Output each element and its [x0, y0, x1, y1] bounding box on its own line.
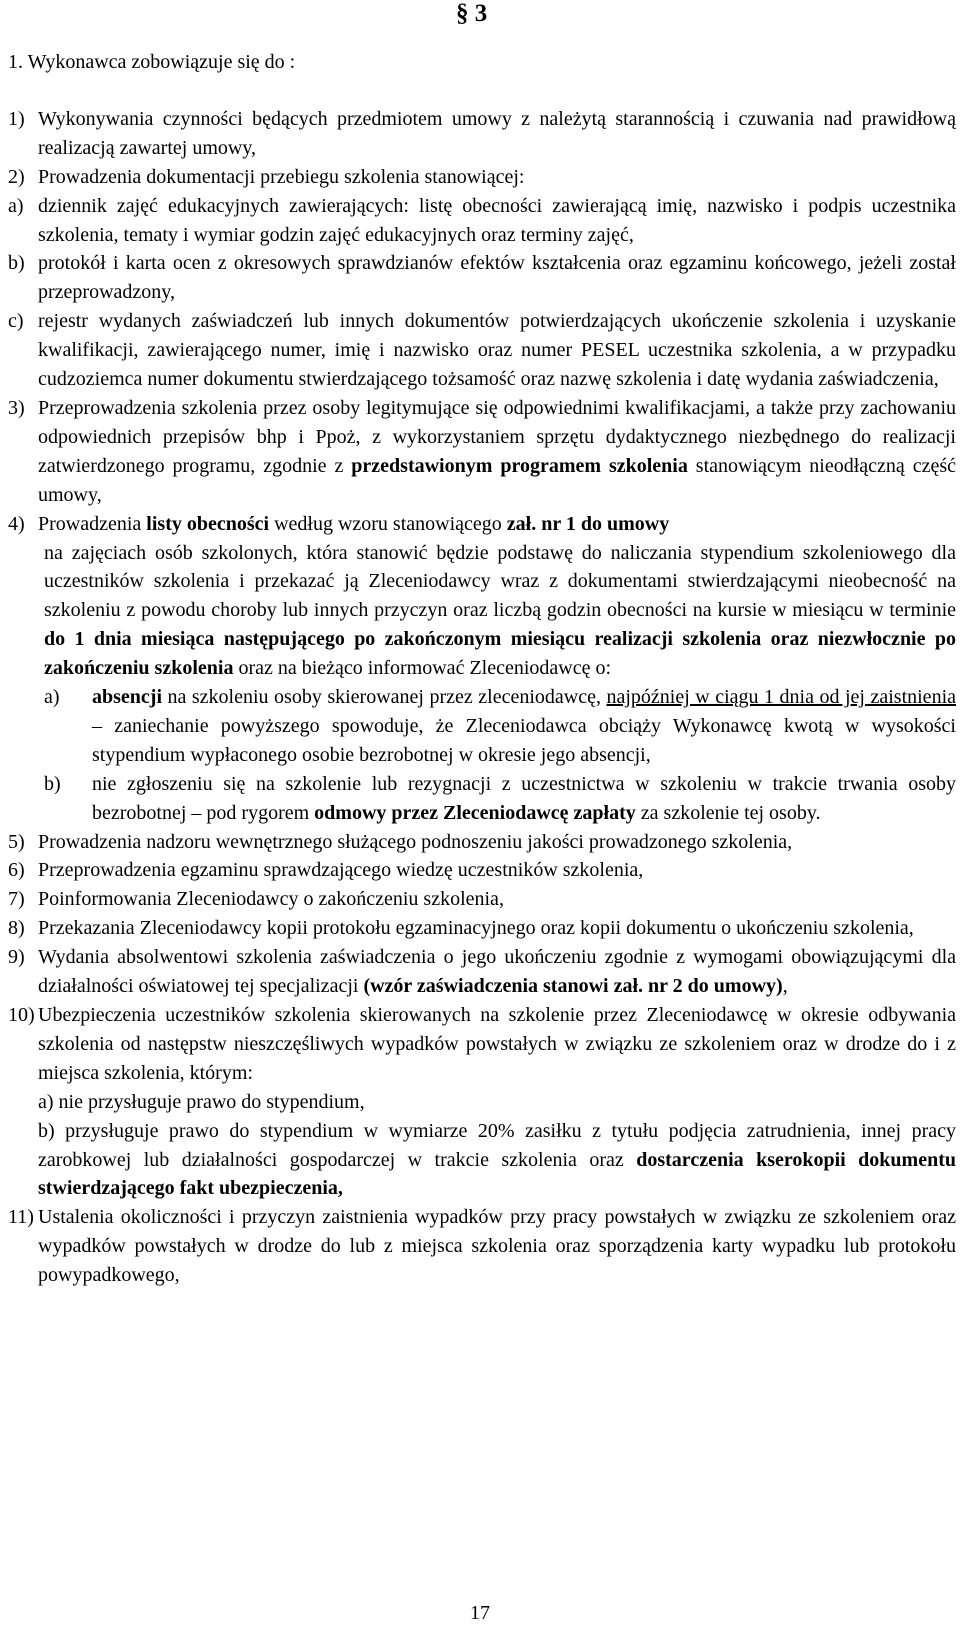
item-text: Przeprowadzenia egzaminu sprawdzającego wiedzę uczestników szkolenia,	[38, 859, 644, 882]
page-number: 17	[470, 1602, 490, 1624]
sub-item-2b	[8, 249, 956, 307]
list-item-8	[8, 914, 956, 943]
list-item-9	[8, 943, 956, 1001]
list-item-2	[8, 163, 956, 192]
item-text: oraz na bieżąco informować Zleceniodawcę o:	[233, 657, 612, 680]
item-text: na szkoleniu osoby skierowanej przez zleceniodawcę,	[162, 686, 607, 709]
item-text: Wydania absolwentowi szkolenia zaświadczenia o jego ukończeniu zgodnie z wymogami obowiązującymi dla działalności oświatowej tej specjalizacji	[38, 946, 956, 998]
item-text: b) przysługuje prawo do stypendium w wymiarze 20% zasiłku z tytułu podjęcia zatrudnienia, innej pracy zarobkowej lub działalności gospodarczej w trakcie szkolenia oraz	[38, 1119, 956, 1171]
item-emphasis: odmowy przez Zleceniodawcę zapłaty	[314, 801, 636, 824]
item-emphasis: przedstawionym programem szkolenia	[351, 454, 688, 477]
item-text: Prowadzenia dokumentacji przebiegu szkolenia stanowiącej:	[38, 165, 525, 188]
item-text: na zajęciach osób szkolonych, która stanowić będzie podstawę do naliczania stypendium szkoleniowego dla uczestników szkolenia i przekazać ją Zleceniodawcy wraz z dokumentami stwierdzającymi nieobecność na szkoleniu z powodu choroby lub innych przyczyn oraz liczbą godzin obecności na kursie w miesiącu w terminie	[44, 541, 956, 622]
item-number: 9)	[8, 946, 25, 969]
item-text: stanowiącym nieodłączną część umowy,	[38, 454, 956, 506]
list-item-5	[8, 828, 956, 857]
list-item-1	[8, 105, 956, 163]
item-number: b)	[44, 772, 61, 795]
item-text: Prowadzenia	[38, 512, 147, 535]
item-number: 2)	[8, 165, 25, 188]
item-emphasis: zał. nr 1 do umowy	[506, 512, 670, 535]
item-text: dziennik zajęć edukacyjnych zawierających: listę obecności zawierającą imię, nazwisko i podpis uczestnika szkolenia, tematy i wymiar godzin zajęć edukacyjnych oraz terminy zajęć,	[38, 194, 956, 246]
item-number: 6)	[8, 859, 25, 882]
item-number: a)	[8, 194, 24, 217]
document-body	[8, 48, 956, 1290]
list-item-4	[8, 510, 956, 828]
list-item-7	[8, 885, 956, 914]
item-number: 7)	[8, 888, 25, 911]
item-text: Przeprowadzenia szkolenia przez osoby legitymujące się odpowiednimi kwalifikacjami, a także przy zachowaniu odpowiednich przepisów bhp i Ppoż, z wykorzystaniem sprzętu dydaktycznego niezbędnego do realizacji zatwierdzonego programu, zgodnie z	[38, 396, 956, 477]
item-emphasis: absencji	[92, 686, 162, 709]
sub-item-10a: a) nie przysługuje prawo do stypendium,	[38, 1090, 365, 1113]
sub-item-2c	[8, 307, 956, 394]
intro-paragraph: 1. Wykonawca zobowiązuje się do :	[8, 51, 296, 73]
item-number: b)	[8, 252, 25, 275]
item-text: Poinformowania Zleceniodawcy o zakończeniu szkolenia,	[38, 888, 504, 911]
item-number: 1)	[8, 107, 25, 130]
item-number: 11)	[8, 1206, 34, 1229]
item-text: Ubezpieczenia uczestników szkolenia skierowanych na szkolenie przez Zleceniodawcę w okresie odbywania szkolenia od następstw nieszczęśliwych wypadków powstałych w związku ze szkoleniem oraz w drodze do i z miejsca szkolenia, którym:	[38, 1004, 956, 1084]
item-emphasis: (wzór zaświadczenia stanowi zał. nr 2 do umowy)	[363, 975, 783, 998]
item-text: za szkolenie tej osoby.	[635, 801, 821, 824]
item-text: Wykonywania czynności będących przedmiotem umowy z należytą starannością i czuwania nad prawidłową realizacją zawartej umowy,	[38, 107, 956, 159]
list-item-6	[8, 856, 956, 885]
item-emphasis: do 1 dnia miesiąca następującego po zakończonym miesiącu realizacji szkolenia oraz niezwłocznie po zakończeniu szkolenia	[44, 628, 956, 680]
item-text: według wzoru stanowiącego	[269, 512, 507, 535]
item-number: a)	[44, 686, 60, 709]
sub-item-2a	[8, 192, 956, 250]
section-heading: § 3	[456, 0, 488, 27]
item-number: 5)	[8, 830, 25, 853]
list-item-10	[8, 1001, 956, 1203]
item-text: rejestr wydanych zaświadczeń lub innych dokumentów potwierdzających ukończenie szkolenia i uzyskanie kwalifikacji, zawierającego numer, imię i nazwisko oraz numer PESEL uczestnika szkolenia, a w przypadku cudzoziemca numer dokumentu stwierdzającego tożsamość oraz nazwę szkolenia i datę wydania zaświadczenia,	[38, 310, 956, 391]
item-text: ,	[782, 975, 788, 998]
item-number: c)	[8, 310, 24, 333]
item-number: 8)	[8, 917, 25, 940]
item-number: 4)	[8, 512, 25, 535]
item-text: Przekazania Zleceniodawcy kopii protokołu egzaminacyjnego oraz kopii dokumentu o ukończeniu szkolenia,	[38, 917, 914, 940]
item-number: 10)	[8, 1004, 35, 1026]
item-continuation	[8, 539, 956, 684]
sub-item-10b	[38, 1117, 956, 1204]
item-number: 3)	[8, 396, 25, 419]
item-text: Ustalenia okoliczności i przyczyn zaistnienia wypadków przy pracy powstałych w związku ze szkoleniem oraz wypadków powstałych w drodze do lub z miejsca szkolenia oraz sporządzenia karty wypadku lub protokołu powypadkowego,	[38, 1206, 956, 1287]
item-emphasis: listy obecności	[146, 512, 270, 535]
sub-item-4b	[8, 770, 956, 828]
item-text: nie zgłoszeniu się na szkolenie lub rezygnacji z uczestnictwa w szkoleniu w trakcie trwania osoby bezrobotnej – pod rygorem	[92, 772, 956, 824]
item-text: – zaniechanie powyższego spowoduje, że Zleceniodawca obciąży Wykonawcę kwotą w wysokości stypendium wypłaconego osobie bezrobotnej w okresie jego absencji,	[92, 714, 956, 766]
item-emphasis: dostarczenia kserokopii dokumentu stwierdzającego fakt ubezpieczenia,	[38, 1148, 956, 1200]
sub-item-4a	[8, 683, 956, 770]
list-item-3	[8, 394, 956, 510]
item-text: Prowadzenia nadzoru wewnętrznego służącego podnoszeniu jakości prowadzonego szkolenia,	[38, 830, 793, 853]
list-item-11	[8, 1203, 956, 1290]
item-text: protokół i karta ocen z okresowych sprawdzianów efektów kształcenia oraz egzaminu końcowego, jeżeli został przeprowadzony,	[38, 252, 956, 304]
item-underline: najpóźniej w ciągu 1 dnia od jej zaistnienia	[606, 686, 956, 709]
